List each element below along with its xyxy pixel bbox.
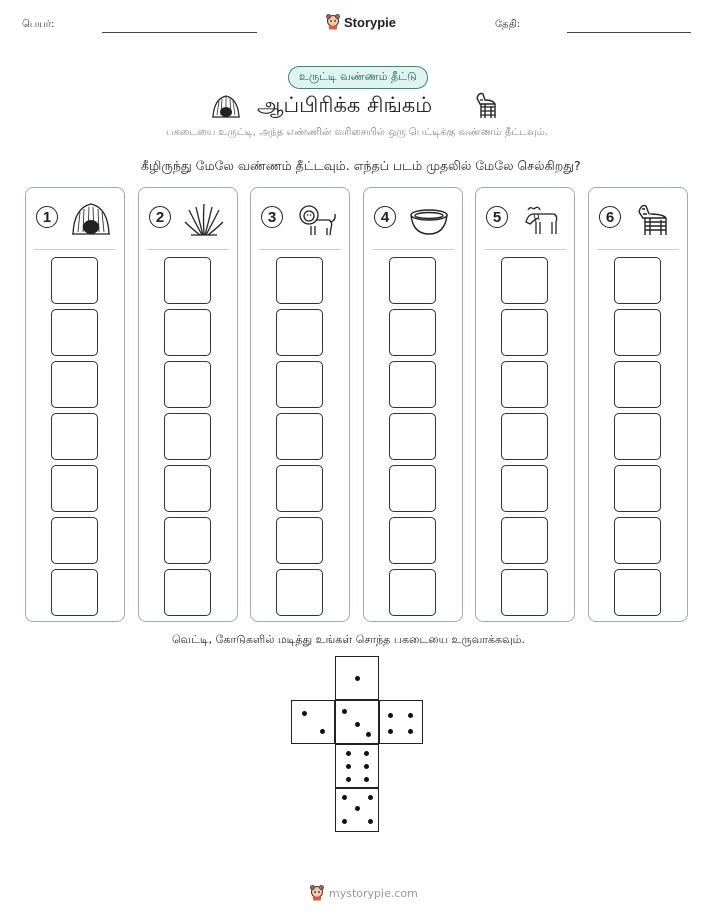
column-divider (372, 249, 454, 250)
page-title: ஆப்பிரிக்க சிங்கம் (257, 93, 433, 117)
color-box[interactable] (51, 569, 98, 616)
zebra-icon (471, 90, 501, 122)
wildebeest-icon (520, 200, 562, 238)
die-pip (388, 729, 393, 734)
footer-url[interactable]: mystorypie.com (329, 886, 418, 900)
die-pip (342, 795, 347, 800)
color-box[interactable] (614, 413, 661, 460)
instructions-subtitle: பகடையை உருட்டி, அந்த எண்ணின் வரிசையில் ஒரு பெட்டிக்கு வண்ணம் தீட்டவும். (166, 127, 548, 138)
color-box[interactable] (276, 257, 323, 304)
cut-instruction: வெட்டி, கோடுகளில் மடித்து உங்கள் சொந்த பகடையை உருவாக்கவும். (172, 633, 525, 646)
color-box[interactable] (501, 257, 548, 304)
color-box[interactable] (614, 309, 661, 356)
die-face-6 (335, 744, 379, 788)
die-pip (366, 732, 371, 737)
color-box[interactable] (389, 465, 436, 512)
die-face-4 (379, 700, 423, 744)
color-box[interactable] (276, 517, 323, 564)
column-3 (250, 187, 350, 622)
color-box[interactable] (389, 413, 436, 460)
color-box[interactable] (164, 361, 211, 408)
color-box[interactable] (389, 569, 436, 616)
die-pip (368, 819, 373, 824)
column-number: 6 (599, 206, 621, 228)
die-pip (388, 713, 393, 718)
activity-pill: உருட்டி வண்ணம் தீட்டு (288, 66, 428, 89)
die-pip (364, 751, 369, 756)
color-box[interactable] (51, 517, 98, 564)
date-line[interactable] (567, 32, 691, 33)
die-pip (408, 713, 413, 718)
die-pip (364, 764, 369, 769)
color-box[interactable] (614, 465, 661, 512)
cave-icon (70, 200, 112, 238)
color-box[interactable] (276, 413, 323, 460)
color-box[interactable] (501, 413, 548, 460)
color-box[interactable] (164, 465, 211, 512)
die-pip (364, 777, 369, 782)
color-box[interactable] (501, 569, 548, 616)
color-box[interactable] (389, 361, 436, 408)
color-box[interactable] (276, 309, 323, 356)
cave-icon (211, 93, 241, 119)
die-pip (346, 777, 351, 782)
color-box[interactable] (51, 257, 98, 304)
name-label: பெயர்: (22, 19, 55, 30)
die-pip (368, 795, 373, 800)
color-box[interactable] (164, 517, 211, 564)
mascot-icon (326, 14, 340, 30)
column-2 (138, 187, 238, 622)
column-6 (588, 187, 688, 622)
grass-icon (183, 200, 225, 238)
color-box[interactable] (164, 569, 211, 616)
color-box[interactable] (276, 465, 323, 512)
column-4 (363, 187, 463, 622)
column-number: 3 (261, 206, 283, 228)
die-face-2 (291, 700, 335, 744)
die-pip (320, 729, 325, 734)
column-1 (25, 187, 125, 622)
column-5 (475, 187, 575, 622)
color-box[interactable] (614, 569, 661, 616)
color-box[interactable] (164, 257, 211, 304)
column-number: 1 (36, 206, 58, 228)
bowl-icon (408, 200, 450, 238)
color-box[interactable] (389, 517, 436, 564)
color-box[interactable] (614, 517, 661, 564)
column-divider (259, 249, 341, 250)
color-box[interactable] (501, 465, 548, 512)
column-number: 2 (149, 206, 171, 228)
die-pip (408, 729, 413, 734)
color-box[interactable] (501, 517, 548, 564)
color-box[interactable] (276, 569, 323, 616)
color-box[interactable] (501, 309, 548, 356)
mascot-icon (310, 885, 324, 901)
die-pip (346, 751, 351, 756)
footer (310, 885, 418, 901)
color-box[interactable] (51, 413, 98, 460)
brand-logo (326, 14, 396, 30)
color-box[interactable] (614, 257, 661, 304)
color-box[interactable] (614, 361, 661, 408)
name-line[interactable] (102, 32, 257, 33)
lion-icon (295, 200, 337, 238)
die-pip (355, 676, 360, 681)
zebra-icon (633, 200, 675, 238)
brand-name: Storypie (344, 14, 397, 30)
color-box[interactable] (51, 465, 98, 512)
column-number: 4 (374, 206, 396, 228)
die-pip (355, 806, 360, 811)
color-box[interactable] (389, 309, 436, 356)
color-box[interactable] (51, 309, 98, 356)
die-pip (346, 764, 351, 769)
color-box[interactable] (389, 257, 436, 304)
die-pip (342, 709, 347, 714)
die-face-3 (335, 700, 379, 744)
color-box[interactable] (501, 361, 548, 408)
color-box[interactable] (164, 309, 211, 356)
die-face-1 (335, 656, 379, 700)
column-divider (147, 249, 229, 250)
column-divider (34, 249, 116, 250)
column-divider (484, 249, 566, 250)
die-pip (355, 722, 360, 727)
color-box[interactable] (276, 361, 323, 408)
color-box[interactable] (164, 413, 211, 460)
color-box[interactable] (51, 361, 98, 408)
column-divider (597, 249, 679, 250)
date-label: தேதி: (495, 19, 521, 30)
column-number: 5 (486, 206, 508, 228)
die-pip (302, 711, 307, 716)
question-text: கீழிருந்து மேலே வண்ணம் தீட்டவும். எந்தப் படம் முதலில் மேலே செல்கிறது? (141, 158, 581, 173)
die-pip (342, 819, 347, 824)
die-face-5 (335, 788, 379, 832)
